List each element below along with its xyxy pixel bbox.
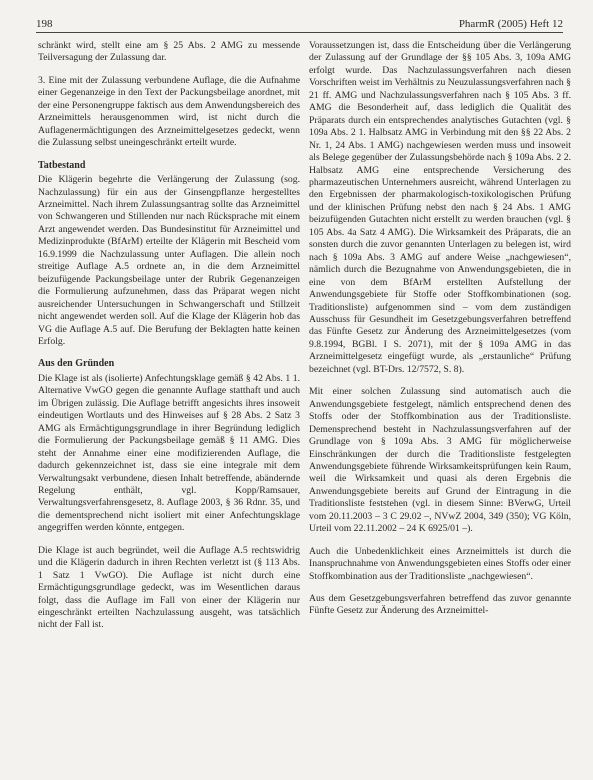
paragraph: Voraussetzungen ist, dass die Entscheidung über die Verlängerung der Zulassung auf der Grundlage der §§ 105 Abs. 3, 109a AMG erfolgt wurde. Das Nachzulassungsverfahren nach diesen Vorschriften weist im Verhältnis zu Neuzulassungsverfahren nach § 21 ff. AMG und Nachzulassungsverfahren nach § 105 Abs. 3 ff. AMG die Besonderheit auf, dass lediglich die Qualität des Präparats durch ein entsprechendes analytisches Gutachten (vgl. § 109a Abs. 2 1. Halbsatz AMG in Verbindung mit den §§ 22 Abs. 2 Nr. 1, 24 Abs. 1 AMG) nachgewiesen werden muss und insoweit als Belege gegenüber der Zulassungsbehörde nach § 109a Abs. 2 2. Halbsatz AMG eine entsprechende Versicherung des pharmazeutischen Unternehmers ausreicht, während Unterlagen zu den Ergebnissen der pharmakologisch-toxikologischen Prüfung und der klinischen Prüfung nebst den nach § 24 Abs. 1 AMG beizufügenden Gutachten nicht erstellt zu werden brauchen (vgl. § 105 Abs. 4a Satz 4 AMG). Die Wirksamkeit des Präparats, die an sonsten durch die zuvor genannten Unterlagen zu belegen ist, wird nach § 109a Abs. 3 AMG auf andere Weise „nachgewiesen“, nämlich durch die Bezugnahme von Anwendungsgebieten, die in eine von dem BfArM erstellten Aufstellung der Anwendungsgebiete für Stoffe oder Stoffkombinationen (sog. Traditionsliste) aufgenommen sind – vom dem zuständigen Ausschuss für Gesundheit im Gesetzgebungsverfahren betreffend das Fünfte Gesetz zur Änderung des Arzneimittelgesetzes (vom 9.8.1994, BGBl. I S. 2071), mit der § 109a AMG in das Arzneimittelgesetz eingefügt wurde, als „erstaunliche“ Prüfung bezeichnet (vgl. BT-Drs. 12/7572, S. 8). <box>309 40 571 375</box>
left-column <box>38 40 300 642</box>
right-column <box>309 40 571 628</box>
page-header <box>36 14 563 32</box>
section-heading-tatbestand: Tatbestand <box>38 159 86 171</box>
header-rule <box>36 32 563 33</box>
paragraph: Auch die Unbedenklichkeit eines Arzneimittels ist durch die Inanspruchnahme von Anwendungsgebieten eines Stoffs oder einer Stoffkombination aus der Traditionsliste „nachgewiesen“. <box>309 545 571 582</box>
journal-citation: PharmR (2005) Heft 12 <box>458 18 563 30</box>
page-number: 198 <box>36 18 53 30</box>
paragraph: Die Klägerin begehrte die Verlängerung der Zulassung (sog. Nachzulassung) für ein aus der Ginsengpflanze hergestelltes Arzneimittel. Nach ihrem Zulassungsantrag sollte das Arzneimittel von Schwangeren und Stillenden nur nach Rücksprache mit einem Arzt angewendet werden. Das Bundesinstitut für Arzneimittel und Medizinprodukte (BfArM) erteilte der Klägerin mit Bescheid vom 16.9.1999 die Nachzulassung unter Auflagen. Die allein noch streitige Auflage A.5 ordnete an, in die dem Arzneimittel beizufügende Packungsbeilage unter der Rubrik Gegenanzeigen die Formulierung aufzunehmen, dass das Präparat wegen nicht ausreichender Untersuchungen in Schwangerschaft und Stillzeit nicht angewendet werden soll. Auf die Klage der Klägerin hob das VG die Auflage A.5 auf. Die Berufung der Beklagten hatte keinen Erfolg. <box>38 174 300 347</box>
paragraph: Aus dem Gesetzgebungsverfahren betreffend das zuvor genannte Fünfte Gesetz zur Änderung des Arzneimittel- <box>309 593 571 617</box>
paragraph: Die Klage ist als (isolierte) Anfechtungsklage gemäß § 42 Abs. 1 1. Alternative VwGO gegen die genannte Auflage statthaft und auch im Übrigen zulässig. Die Auflage betrifft angesichts ihres insoweit eindeutigen Wortlauts und des Hinweises auf § 28 Abs. 2 Satz 3 AMG als Ermächtigungsgrundlage in ihrer Begründung lediglich die Formulierung der Packungsbeilage gemäß § 11 AMG. Dies steht der Annahme einer eine modifizierenden Auflage, die dadurch gekennzeichnet ist, dass sie eine integrale mit dem Verwaltungsakt verbundene, diesen Inhalt betreffende, abändernde Regelung enthält, vgl. Kopp/Ramsauer, Verwaltungsverfahrensgesetz, 8. Auflage 2003, § 36 Rdnr. 35, und die dementsprechend nicht isoliert mit einer Anfechtungsklage angegriffen werden könnte, entgegen. <box>38 372 300 534</box>
paragraph: schränkt wird, stellt eine am § 25 Abs. 2 AMG zu messende Teilversagung der Zulassung dar. <box>38 40 300 64</box>
paragraph: Mit einer solchen Zulassung sind automatisch auch die Anwendungsgebiete festgelegt, nämlich entsprechend denen des Stoffs oder der Stoffkombination aus der Traditionsliste. Demensprechend besteht in Nachzulassungsverfahren auf der Grundlage von § 109a Abs. 3 AMG für möglicherweise Einschränkungen der durch die Traditionsliste festgelegten Anwendungsgebiete führende Wirksamkeitsprüfungen kein Raum, weil die Wirksamkeit und quasi als deren Ergebnis die Anwendungsgebiete bereits auf Grund der Eintragung in die Traditionsliste feststehen (vgl. in diesem Sinne: BVerwG, Urteil vom 20.11.2003 – 3 C 29.02 –, NVwZ 2004, 349 (350); VG Köln, Urteil vom 22.11.2002 – 24 K 6925/01 –). <box>309 386 571 535</box>
section-heading-gruende: Aus den Gründen <box>38 358 115 370</box>
paragraph: 3. Eine mit der Zulassung verbundene Auflage, die die Aufnahme einer Gegenanzeige in den Text der Packungsbeilage anordnet, mit der eine Personengruppe faktisch aus dem Anwendungsbereich des Arzneimittels herausgenommen wird, ist nicht durch die Auflagenermächtigungen des Arzneimittelgesetzes gedeckt, wenn die Zulassung selbst uneingeschränkt erteilt wurde. <box>38 74 300 149</box>
paragraph: Die Klage ist auch begründet, weil die Auflage A.5 rechtswidrig und die Klägerin dadurch in ihren Rechten verletzt ist (§ 113 Abs. 1 Satz 1 VwGO). Die Auflage ist nicht durch eine Ermächtigungsgrundlage gedeckt, was im Wesentlichen daraus folgt, dass die Auflage im Fall von einer der Klägerin nur eingeschränkt erteilten Nachzulassung ausgeht, was tatsächlich nicht der Fall ist. <box>38 544 300 631</box>
